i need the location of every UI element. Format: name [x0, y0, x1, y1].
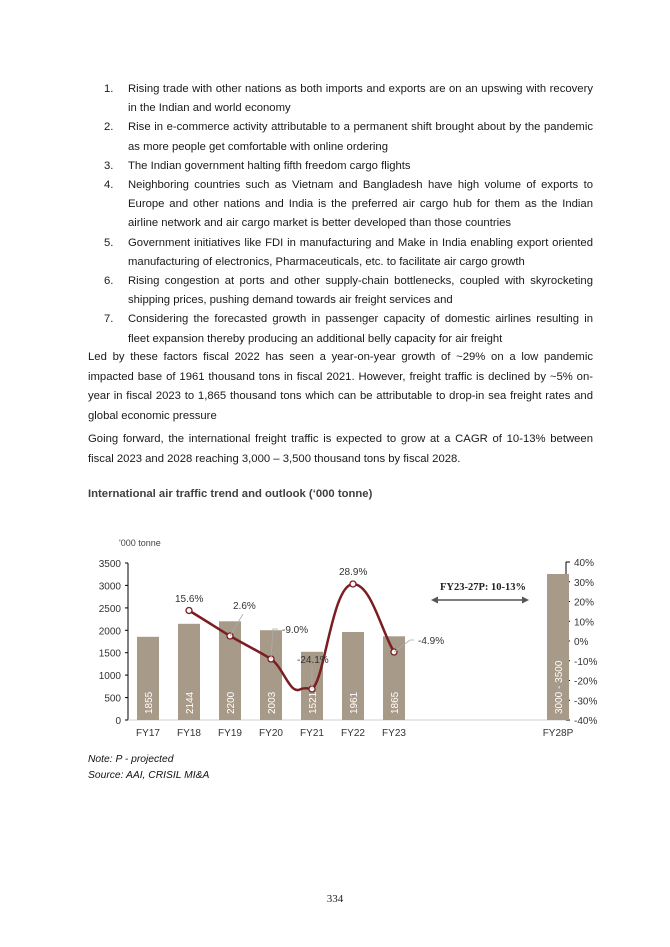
list-item: 1. Rising trade with other nations as both imports and exports are on an upswing with recovery in the Indian and world economy: [104, 83, 593, 115]
traffic-chart: [80, 530, 640, 750]
svg-text:FY28P: FY28P: [542, 728, 574, 739]
chart-source: Source: AAI, CRISIL MI&A: [88, 770, 210, 781]
svg-text:1961: 1961: [349, 691, 360, 714]
svg-text:3000: 3000: [98, 581, 121, 593]
list-item: 5. Government initiatives like FDI in manufacturing and Make in India enabling export oriented manufacturing of electronics, Pharmaceuticals, etc. to facilitate air cargo growth: [104, 236, 593, 268]
left-axis: [99, 559, 128, 727]
svg-text:40%: 40%: [574, 558, 595, 569]
svg-text:20%: 20%: [574, 597, 595, 609]
y-axis-unit-label: '000 tonne: [119, 538, 161, 548]
chart-note: Note: P - projected: [88, 754, 174, 765]
svg-text:FY17: FY17: [136, 728, 160, 739]
svg-text:15.6%: 15.6%: [175, 594, 204, 605]
svg-text:FY23-27P: 10-13%: FY23-27P: 10-13%: [440, 582, 527, 593]
svg-text:FY21: FY21: [300, 728, 324, 739]
page-number: 334: [326, 893, 344, 905]
svg-text:0%: 0%: [574, 637, 589, 648]
svg-text:2000: 2000: [98, 626, 121, 638]
svg-text:FY18: FY18: [177, 728, 201, 739]
svg-text:2144: 2144: [185, 691, 196, 714]
svg-text:-20%: -20%: [574, 676, 598, 688]
svg-text:2003: 2003: [267, 691, 278, 714]
list-item: 3. The Indian government halting fifth freedom cargo flights: [104, 159, 411, 172]
svg-text:FY20: FY20: [259, 728, 283, 739]
list-item: 6. Rising congestion at ports and other supply-chain bottlenecks, coupled with skyrocketing shipping prices, pushing demand towards air freight services and: [104, 275, 593, 307]
svg-text:500: 500: [104, 693, 121, 705]
svg-text:FY19: FY19: [218, 728, 242, 739]
factor-list: [88, 80, 593, 349]
svg-text:FY22: FY22: [341, 728, 365, 739]
svg-text:1000: 1000: [98, 671, 121, 683]
paragraph-factors-summary: Led by these factors fiscal 2022 has seen a year-on-year growth of ~29% on a low pandemic impacted base of 1961 thousand tons in fiscal 2021. However, freight traffic is declined by ~5% on-year in fiscal 2023 to 1,865 thousand tons which can be attributable to drop-in sea freight rates and global economic pressure: [88, 351, 593, 422]
svg-text:1865: 1865: [390, 691, 401, 714]
list-item: 4. Neighboring countries such as Vietnam and Bangladesh have high volume of exports to Europe and other nations and India is the preferred air cargo hub for them as the Indian airline network and air cargo market is better developed than those countries: [104, 179, 593, 230]
list-item: 2. Rise in e-commerce activity attributable to a permanent shift brought about by the pandemic as more people get comfortable with online ordering: [104, 121, 593, 153]
cagr-annotation: [431, 582, 529, 604]
chart-caption: International air traffic trend and outlook (‘000 tonne): [88, 488, 373, 500]
svg-text:2.6%: 2.6%: [233, 601, 256, 612]
svg-text:-10%: -10%: [574, 656, 598, 668]
svg-text:1855: 1855: [144, 691, 155, 714]
svg-text:2200: 2200: [226, 691, 237, 714]
svg-text:-9.0%: -9.0%: [282, 625, 309, 636]
growth-markers: [186, 581, 397, 692]
svg-text:30%: 30%: [574, 577, 595, 589]
svg-text:FY23: FY23: [382, 728, 406, 739]
svg-text:-4.9%: -4.9%: [418, 636, 445, 647]
svg-text:-24.1%: -24.1%: [297, 655, 329, 666]
svg-text:1500: 1500: [98, 648, 121, 660]
list-item: 7. Considering the forecasted growth in passenger capacity of domestic airlines resulting in fleet expansion thereby producing an additional belly capacity for air freight: [104, 313, 593, 345]
svg-text:3500: 3500: [98, 559, 121, 570]
svg-text:2500: 2500: [98, 603, 121, 615]
paragraph-outlook: Going forward, the international freight traffic is expected to grow at a CAGR of 10-13% between fiscal 2023 and 2028 reaching 3,000 – 3,500 thousand tons by fiscal 2028.: [88, 433, 593, 465]
svg-text:1521: 1521: [308, 691, 319, 714]
svg-text:3000 - 3500: 3000 - 3500: [554, 660, 565, 714]
right-axis: [566, 558, 597, 727]
category-labels: [136, 728, 574, 739]
svg-text:0: 0: [115, 716, 121, 727]
svg-text:-30%: -30%: [574, 696, 598, 708]
svg-text:28.9%: 28.9%: [339, 567, 368, 578]
svg-text:10%: 10%: [574, 617, 595, 629]
svg-text:-40%: -40%: [574, 716, 598, 727]
